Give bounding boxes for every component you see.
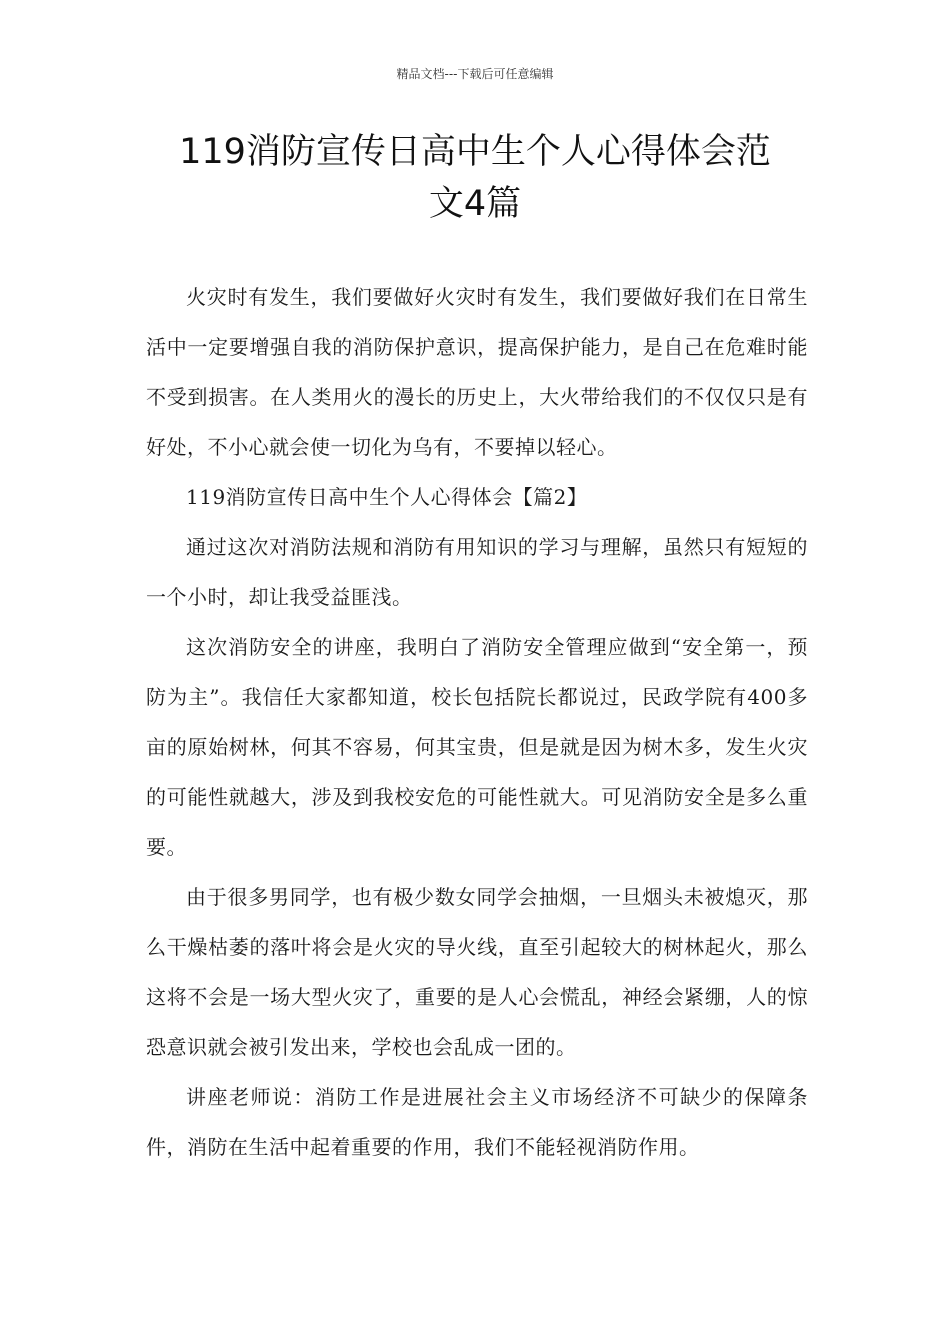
paragraph-teacher: 讲座老师说：消防工作是进展社会主义市场经济不可缺少的保障条件，消防在生活中起着重要的作用，我们不能轻视消防作用。 — [146, 1085, 808, 1159]
paragraph-smoking: 由于很多男同学，也有极少数女同学会抽烟，一旦烟头未被熄灭，那么干燥枯萎的落叶将会是火灾的导火线，直至引起较大的树林起火，那么这将不会是一场大型火灾了，重要的是人心会慌乱，神经会紧绷，人的惊恐意识就会被引发出来，学校也会乱成一团的。 — [146, 885, 808, 1059]
document-title — [130, 126, 820, 230]
title-line-1: 119消防宣传日高中生个人心得体会范 — [179, 132, 771, 172]
section-heading-part-2: 119消防宣传日高中生个人心得体会【篇2】 — [186, 485, 588, 509]
paragraph-lecture: 这次消防安全的讲座，我明白了消防安全管理应做到“安全第一，预防为主”。我信任大家都知道，校长包括院长都说过，民政学院有400多亩的原始树林，何其不容易，何其宝贵，但是就是因为树木多，发生火灾的可能性就越大，涉及到我校安危的可能性就大。可见消防安全是多么重要。 — [146, 635, 808, 859]
paragraph-intro: 火灾时有发生，我们要做好火灾时有发生，我们要做好我们在日常生活中一定要增强自我的消防保护意识，提高保护能力，是自己在危难时能不受到损害。在人类用火的漫长的历史上，大火带给我们的不仅仅只是有好处，不小心就会使一切化为乌有，不要掉以轻心。 — [146, 285, 808, 459]
title-line-2: 文4篇 — [428, 184, 522, 224]
header-note: 精品文档---下载后可任意编辑 — [396, 67, 554, 81]
paragraph-study: 通过这次对消防法规和消防有用知识的学习与理解，虽然只有短短的一个小时，却让我受益匪浅。 — [146, 535, 808, 609]
document-body — [146, 272, 808, 1172]
